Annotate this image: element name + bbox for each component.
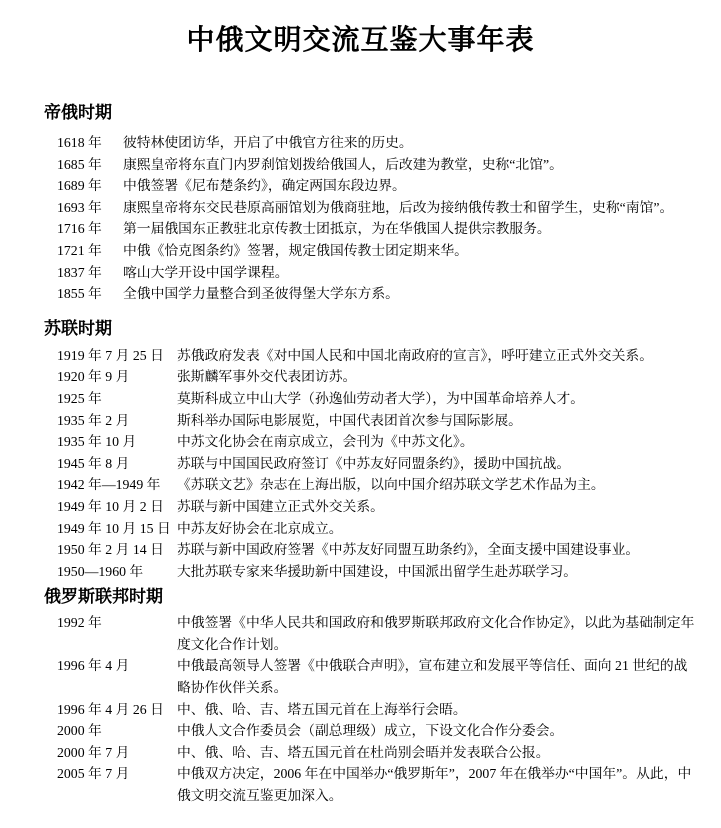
section-soviet (0, 318, 721, 583)
row-date: 1950—1960 年 (57, 563, 144, 579)
row-event: 康熙皇帝将东交民巷原高丽馆划为俄商驻地，后改为接纳俄传教士和留学生，史称“南馆”。 (123, 199, 674, 215)
row-event: 中俄《恰克图条约》签署，规定俄国传教士团定期来华。 (123, 242, 468, 258)
row-event: 苏联与中国国民政府签订《中苏友好同盟条约》，援助中国抗战。 (177, 455, 571, 471)
timeline-row (57, 240, 721, 262)
row-date: 1693 年 (57, 199, 102, 215)
row-date: 1837 年 (57, 264, 102, 280)
timeline-rows (57, 345, 721, 583)
row-event: 《苏联文艺》杂志在上海出版，以向中国介绍苏联文学艺术作品为主。 (177, 477, 605, 493)
row-date: 1685 年 (57, 156, 102, 172)
row-date: 2005 年 7 月 (57, 766, 130, 782)
row-date: 1618 年 (57, 135, 102, 150)
row-event: 苏联与新中国建立正式外交关系。 (177, 498, 384, 514)
row-date: 1949 年 10 月 2 日 (57, 498, 164, 514)
timeline-rows (57, 132, 721, 305)
row-date: 1925 年 (57, 390, 102, 406)
timeline-row (57, 539, 721, 561)
row-date: 1949 年 10 月 15 日 (57, 520, 171, 536)
section-russian-federation (0, 586, 721, 806)
row-event: 苏俄政府发表《对中国人民和中国北南政府的宣言》，呼吁建立正式外交关系。 (177, 347, 653, 363)
row-event: 全俄中国学力量整合到圣彼得堡大学东方系。 (123, 286, 399, 302)
row-event: 张斯麟军事外交代表团访苏。 (177, 369, 357, 385)
row-date: 1942 年—1949 年 (57, 477, 161, 493)
row-event: 苏联与新中国政府签署《中苏友好同盟互助条约》，全面支援中国建设事业。 (177, 542, 640, 558)
row-event: 彼特林使团访华，开启了中俄官方往来的历史。 (123, 135, 413, 150)
row-date: 1935 年 2 月 (57, 412, 130, 428)
row-event: 中俄人文合作委员会（副总理级）成立，下设文化合作分委会。 (177, 723, 564, 739)
row-date: 1992 年 (57, 615, 102, 631)
timeline-row (57, 388, 721, 410)
timeline-row (57, 496, 721, 518)
page-title: 中俄文明交流互鉴大事年表 (186, 24, 535, 55)
timeline-row (57, 345, 721, 367)
row-date: 1689 年 (57, 178, 102, 194)
row-event: 中苏文化协会在南京成立，会刊为《中苏文化》。 (177, 434, 474, 450)
timeline-row (57, 742, 721, 764)
row-event: 中俄签署《尼布楚条约》，确定两国东段边界。 (123, 178, 406, 194)
document-page (0, 22, 721, 828)
timeline-row (57, 132, 721, 154)
row-date: 1919 年 7 月 25 日 (57, 347, 164, 363)
timeline-row (57, 283, 721, 305)
row-event: 莫斯科成立中山大学（孙逸仙劳动者大学），为中国革命培养人才。 (177, 390, 585, 406)
section-heading: 俄罗斯联邦时期 (44, 587, 163, 607)
timeline-row (57, 154, 721, 176)
row-event: 喀山大学开设中国学课程。 (123, 264, 289, 280)
row-event: 中、俄、哈、吉、塔五国元首在杜尚别会晤并发表联合公报。 (177, 744, 550, 760)
timeline-row (57, 763, 721, 806)
row-date: 1721 年 (57, 242, 102, 258)
row-date: 1935 年 10 月 (57, 434, 137, 450)
row-date: 1950 年 2 月 14 日 (57, 542, 164, 558)
row-event: 中苏友好协会在北京成立。 (177, 520, 343, 536)
row-date: 1996 年 4 月 26 日 (57, 701, 164, 717)
timeline-row (57, 655, 721, 698)
row-date: 1945 年 8 月 (57, 455, 130, 471)
section-heading: 苏联时期 (44, 318, 112, 338)
row-date: 1716 年 (57, 221, 102, 237)
row-date: 1855 年 (57, 286, 102, 302)
row-event: 中、俄、哈、吉、塔五国元首在上海举行会晤。 (177, 701, 467, 717)
timeline-row (57, 699, 721, 721)
timeline-row (57, 474, 721, 496)
timeline-row (57, 197, 721, 219)
row-date: 1920 年 9 月 (57, 369, 130, 385)
timeline-row (57, 561, 721, 583)
timeline-row (57, 262, 721, 284)
timeline-row (57, 518, 721, 540)
timeline-rows (57, 612, 721, 806)
row-event: 康熙皇帝将东直门内罗刹馆划拨给俄国人，后改建为教堂，史称“北馆”。 (123, 156, 563, 172)
timeline-row (57, 218, 721, 240)
timeline-row (57, 453, 721, 475)
row-event: 中俄双方决定，2006 年在中国举办“俄罗斯年”，2007 年在俄举办“中国年”。从此，中俄文明交流互鉴更加深入。 (177, 766, 692, 804)
row-event: 斯科举办国际电影展览，中国代表团首次参与国际影展。 (177, 412, 522, 428)
row-event: 大批苏联专家来华援助新中国建设，中国派出留学生赴苏联学习。 (177, 563, 578, 579)
row-event: 第一届俄国东正教驻北京传教士团抵京，为在华俄国人提供宗教服务。 (123, 221, 551, 237)
row-date: 2000 年 (57, 723, 102, 739)
row-event: 中俄最高领导人签署《中俄联合声明》，宣布建立和发展平等信任、面向 21 世纪的战略协作伙伴关系。 (177, 658, 688, 696)
timeline-row (57, 431, 721, 453)
timeline-row (57, 720, 721, 742)
row-date: 1996 年 4 月 (57, 658, 130, 674)
timeline-row (57, 175, 721, 197)
timeline-row (57, 612, 721, 655)
row-date: 2000 年 7 月 (57, 744, 130, 760)
timeline-row (57, 410, 721, 432)
section-imperial-russia (0, 102, 721, 305)
row-event: 中俄签署《中华人民共和国政府和俄罗斯联邦政府文化合作协定》，以此为基础制定年度文化合作计划。 (177, 615, 695, 652)
timeline-row (57, 366, 721, 388)
section-heading: 帝俄时期 (44, 103, 112, 122)
